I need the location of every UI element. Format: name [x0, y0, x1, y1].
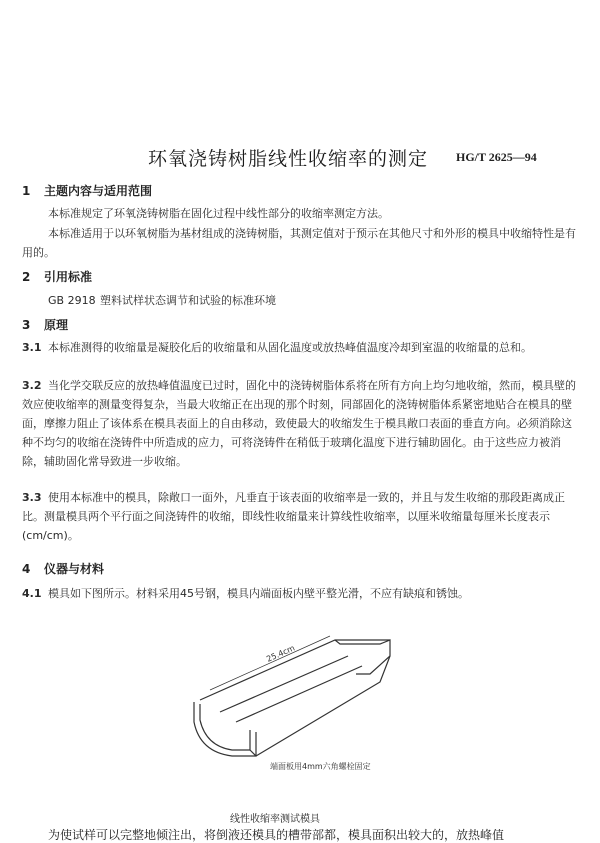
section-title: 引用标准: [44, 270, 93, 284]
clause-4-1: [22, 584, 582, 603]
section-2-heading: [22, 268, 92, 285]
section-1-heading: [22, 182, 152, 199]
dimension-label: 25.4cm: [265, 643, 297, 664]
standard-code: HG/T 2625—94: [456, 150, 537, 164]
figure-caption: 线性收缩率测试模具: [230, 814, 320, 825]
reference-code: GB 2918: [48, 294, 96, 307]
reference-title: 塑料试样状态调节和试验的标准环境: [100, 294, 276, 307]
section-title: 原理: [44, 318, 69, 332]
reference-item: [48, 292, 276, 308]
clause-text: 模具如下图所示。材料采用45号钢，模具内端面板内壁平整光滑，不应有缺痕和锈蚀。: [48, 587, 469, 600]
clause-text: 本标准测得的收缩量是凝胶化后的收缩量和从固化温度或放热峰值温度冷却到室温的收缩量的总和。: [48, 341, 532, 354]
cut-off-bottom-text: 为使试样可以完整地倾注出，将倒液还模具的槽带部都，模具面积出较大的，放热峰值: [48, 828, 505, 842]
clause-number: 3.1: [22, 341, 42, 354]
clause-3-3: [22, 488, 582, 545]
clause-3-1: [22, 338, 582, 357]
section-number: 1: [22, 184, 31, 198]
mold-figure: [180, 622, 410, 762]
section-3-heading: [22, 316, 68, 333]
clause-text: 当化学交联反应的放热峰值温度已过时，固化中的浇铸树脂体系将在所有方向上均匀地收缩，然而，模具壁的效应使收缩率的测量变得复杂，当最大收缩正在出现的那个时刻，同部固化的浇铸树脂体系紧密地贴合在模具的壁面，摩擦力阻止了该体系在模具表面上的自由移动，致使最大的收缩发生于模具敞口表面的垂直方向。必须消除这种不均匀的收缩在浇铸件中所造成的应力，可将浇铸件在稍低于玻璃化温度下进行辅助固化。由于这些应力被消除，辅助固化常导致进一步收缩。: [22, 379, 576, 468]
clause-text: 使用本标准中的模具，除敞口一面外，凡垂直于该表面的收缩率是一致的，并且与发生收缩的那段距离成正比。测量模具两个平行面之间浇铸件的收缩，即线性收缩量来计算线性收缩率，以厘米收缩量每厘米长度表示(cm/cm)。: [22, 491, 565, 542]
section-number: 4: [22, 562, 31, 576]
end-plate-label: 端面板用4mm六角螺栓固定: [270, 762, 371, 771]
section-1-paragraph-2: 本标准适用于以环氧树脂为基材组成的浇铸树脂，其测定值对于预示在其他尺寸和外形的模具中收缩特性是有用的。: [22, 227, 576, 259]
clause-number: 4.1: [22, 587, 42, 600]
clause-number: 3.3: [22, 491, 42, 504]
section-title: 主题内容与适用范围: [44, 184, 153, 198]
section-number: 3: [22, 318, 31, 332]
section-4-heading: [22, 560, 104, 577]
section-1-paragraph-1: 本标准规定了环氧浇铸树脂在固化过程中线性部分的收缩率测定方法。: [48, 207, 389, 220]
page-title: 环氧浇铸树脂线性收缩率的测定: [148, 148, 429, 170]
clause-3-2: [22, 376, 582, 471]
clause-number: 3.2: [22, 379, 42, 392]
section-number: 2: [22, 270, 31, 284]
section-title: 仪器与材料: [44, 562, 105, 576]
